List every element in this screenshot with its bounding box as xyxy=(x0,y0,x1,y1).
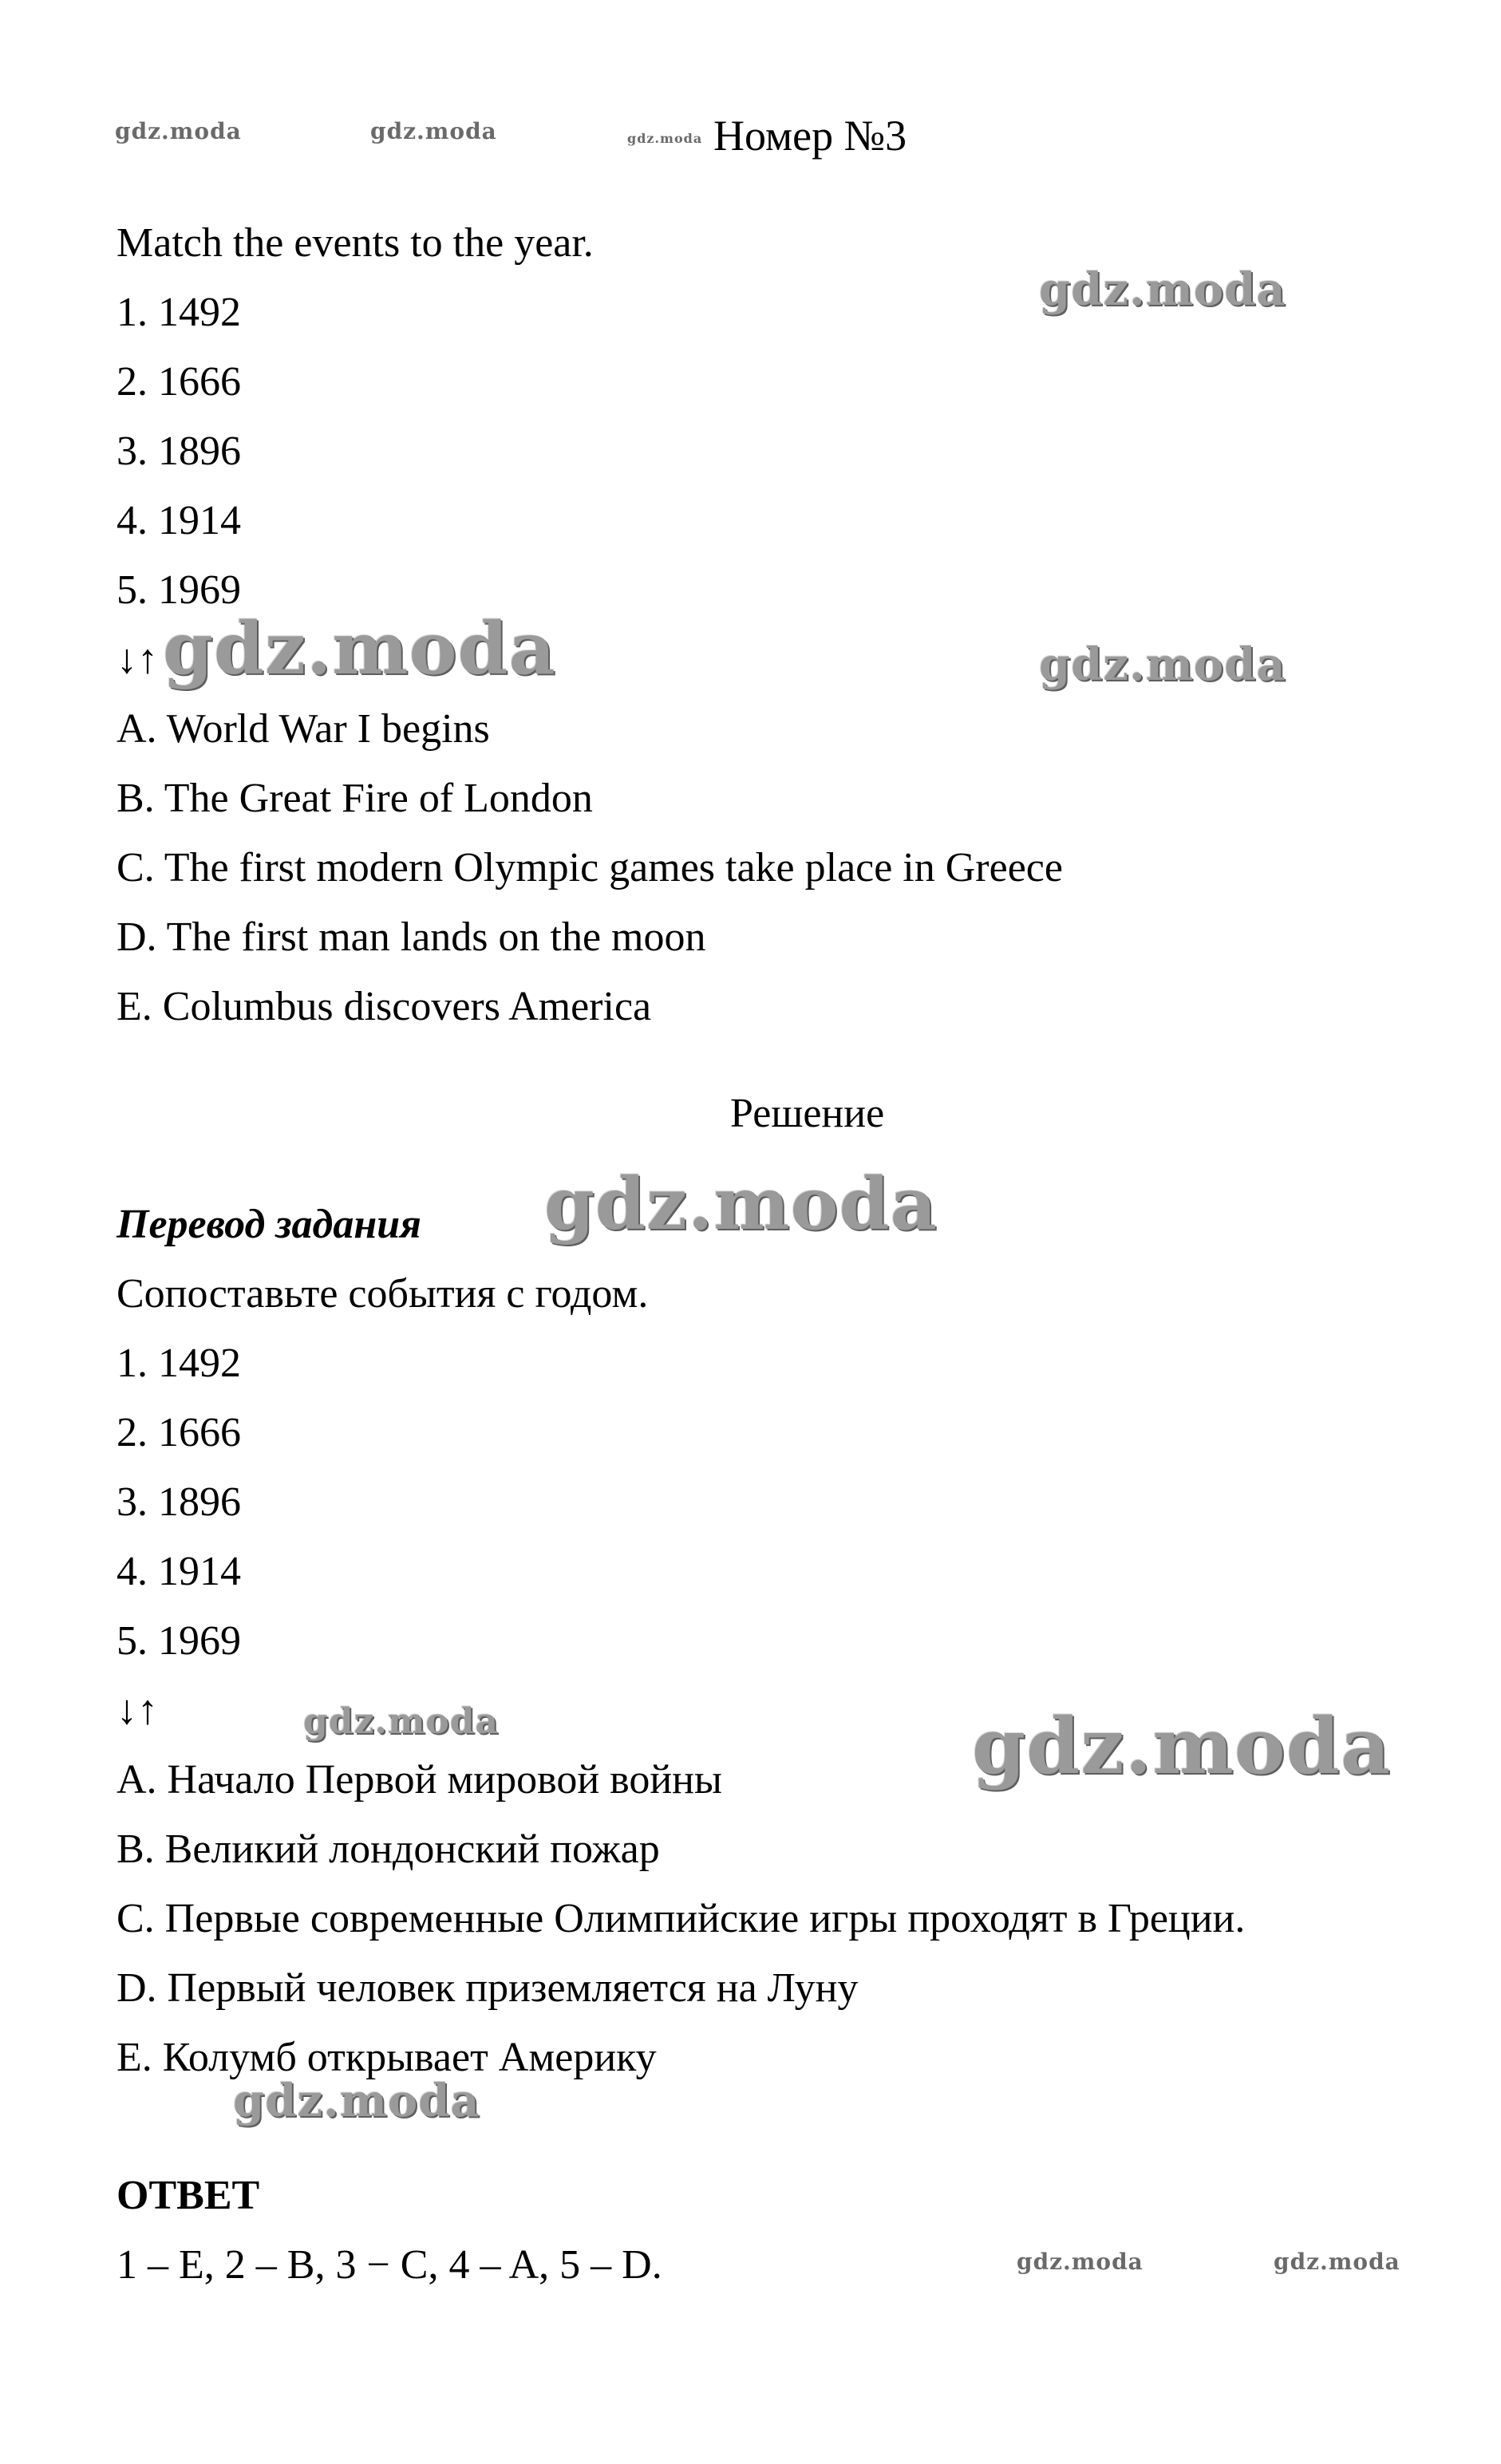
year-item: 4. 1914 xyxy=(117,498,241,543)
task-instruction: Match the events to the year. xyxy=(117,220,594,266)
watermark: gdz.moda xyxy=(303,1701,500,1742)
year-item: 5. 1969 xyxy=(117,1618,241,1664)
event-item: C. Первые современные Олимпийские игры проходят в Греции. xyxy=(117,1896,1246,1941)
year-item: 3. 1896 xyxy=(117,1479,241,1525)
watermark: gdz.moda xyxy=(370,118,497,144)
event-item: A. Начало Первой мировой войны xyxy=(117,1757,722,1803)
event-item: B. The Great Fire of London xyxy=(117,776,593,821)
year-item: 4. 1914 xyxy=(117,1549,241,1594)
watermark: gdz.moda xyxy=(163,606,556,691)
page-title: Номер №3 xyxy=(713,112,907,160)
watermark: gdz.moda xyxy=(115,118,242,144)
event-item: E. Columbus discovers America xyxy=(117,984,652,1029)
translation-heading: Перевод задания xyxy=(117,1202,421,1247)
watermark: gdz.moda xyxy=(1039,263,1286,316)
arrows: ↓↑ xyxy=(117,1688,158,1733)
watermark: gdz.moda xyxy=(1039,638,1286,691)
year-item: 3. 1896 xyxy=(117,428,241,474)
watermark: gdz.moda xyxy=(1017,2249,1144,2275)
event-item: B. Великий лондонский пожар xyxy=(117,1826,660,1872)
answer-text: 1 – E, 2 – B, 3 − C, 4 – A, 5 – D. xyxy=(117,2242,662,2288)
arrows: ↓↑ xyxy=(117,637,158,682)
watermark: gdz.moda xyxy=(1274,2249,1400,2275)
solution-title: Решение xyxy=(730,1091,885,1136)
event-item: D. The first man lands on the moon xyxy=(117,914,706,960)
event-item: E. Колумб открывает Америку xyxy=(117,2035,657,2080)
event-item: C. The first modern Olympic games take place in Greece xyxy=(117,845,1063,890)
year-item: 2. 1666 xyxy=(117,359,241,405)
event-item: A. World War I begins xyxy=(117,706,490,752)
watermark: gdz.moda xyxy=(544,1162,938,1246)
year-item: 1. 1492 xyxy=(117,1341,241,1386)
year-item: 1. 1492 xyxy=(117,290,241,335)
year-item: 5. 1969 xyxy=(117,567,241,613)
year-item: 2. 1666 xyxy=(117,1410,241,1455)
event-item: D. Первый человек приземляется на Луну xyxy=(117,1965,859,2011)
watermark: gdz.moda xyxy=(233,2075,480,2127)
watermark: gdz.moda xyxy=(627,131,703,146)
answer-heading: ОТВЕТ xyxy=(117,2173,260,2218)
watermark: gdz.moda xyxy=(972,1701,1392,1791)
translation-instruction: Сопоставьте события с годом. xyxy=(117,1271,649,1317)
